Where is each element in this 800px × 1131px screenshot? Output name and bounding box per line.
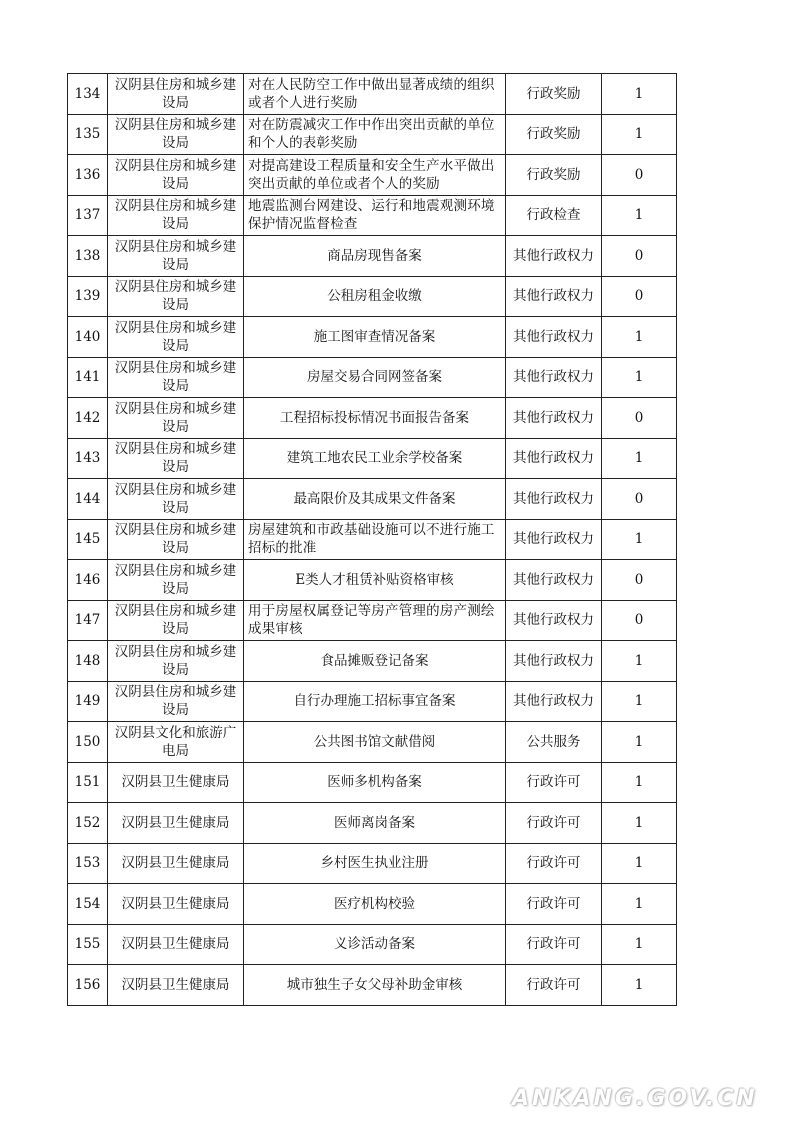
power-type-cell: 其他行政权力 (506, 560, 602, 601)
power-type-cell: 行政许可 (506, 843, 602, 884)
item-name-cell: 食品摊贩登记备案 (244, 641, 506, 682)
count-cell: 1 (602, 681, 677, 722)
item-name-cell: 用于房屋权属登记等房产管理的房产测绘成果审核 (244, 600, 506, 641)
item-name-cell: 房屋交易合同网签备案 (244, 357, 506, 398)
row-number-cell: 134 (68, 74, 108, 115)
item-name-cell: 房屋建筑和市政基础设施可以不进行施工招标的批准 (244, 519, 506, 560)
item-name-cell: 工程招标投标情况书面报告备案 (244, 398, 506, 439)
power-type-cell: 行政奖励 (506, 155, 602, 196)
table-row (68, 681, 677, 722)
power-type-cell: 其他行政权力 (506, 276, 602, 317)
row-number-cell: 148 (68, 641, 108, 682)
table-row (68, 924, 677, 965)
count-cell: 1 (602, 722, 677, 763)
department-cell: 汉阴县文化和旅游广电局 (108, 722, 244, 763)
power-type-cell: 其他行政权力 (506, 438, 602, 479)
item-name-cell: 医师多机构备案 (244, 762, 506, 803)
count-cell: 1 (602, 519, 677, 560)
table-row (68, 114, 677, 155)
item-name-cell: 施工图审查情况备案 (244, 317, 506, 358)
table-row (68, 155, 677, 196)
count-cell: 1 (602, 762, 677, 803)
row-number-cell: 135 (68, 114, 108, 155)
table-row (68, 884, 677, 925)
count-cell: 0 (602, 600, 677, 641)
power-type-cell: 行政许可 (506, 965, 602, 1006)
table-row (68, 276, 677, 317)
site-watermark: ANKANG.GOV.CN (512, 1086, 758, 1111)
count-cell: 0 (602, 276, 677, 317)
row-number-cell: 150 (68, 722, 108, 763)
power-type-cell: 行政奖励 (506, 114, 602, 155)
table-row (68, 600, 677, 641)
department-cell: 汉阴县住房和城乡建设局 (108, 317, 244, 358)
department-cell: 汉阴县住房和城乡建设局 (108, 398, 244, 439)
power-type-cell: 公共服务 (506, 722, 602, 763)
power-type-cell: 行政奖励 (506, 74, 602, 115)
count-cell: 1 (602, 843, 677, 884)
power-type-cell: 行政许可 (506, 803, 602, 844)
row-number-cell: 152 (68, 803, 108, 844)
row-number-cell: 153 (68, 843, 108, 884)
row-number-cell: 141 (68, 357, 108, 398)
power-type-cell: 其他行政权力 (506, 398, 602, 439)
table-row (68, 803, 677, 844)
item-name-cell: 城市独生子女父母补助金审核 (244, 965, 506, 1006)
item-name-cell: 最高限价及其成果文件备案 (244, 479, 506, 520)
power-type-cell: 其他行政权力 (506, 236, 602, 277)
count-cell: 0 (602, 236, 677, 277)
count-cell: 1 (602, 114, 677, 155)
table-row (68, 965, 677, 1006)
row-number-cell: 142 (68, 398, 108, 439)
item-name-cell: 自行办理施工招标事宜备案 (244, 681, 506, 722)
table-row (68, 357, 677, 398)
row-number-cell: 136 (68, 155, 108, 196)
item-name-cell: 对在防震减灾工作中作出突出贡献的单位和个人的表彰奖励 (244, 114, 506, 155)
row-number-cell: 149 (68, 681, 108, 722)
row-number-cell: 143 (68, 438, 108, 479)
table-row (68, 317, 677, 358)
item-name-cell: 医疗机构校验 (244, 884, 506, 925)
department-cell: 汉阴县住房和城乡建设局 (108, 357, 244, 398)
table-row (68, 722, 677, 763)
power-type-cell: 行政许可 (506, 762, 602, 803)
department-cell: 汉阴县卫生健康局 (108, 803, 244, 844)
table-row (68, 519, 677, 560)
count-cell: 1 (602, 438, 677, 479)
row-number-cell: 139 (68, 276, 108, 317)
department-cell: 汉阴县住房和城乡建设局 (108, 600, 244, 641)
item-name-cell: 公租房租金收缴 (244, 276, 506, 317)
item-name-cell: 地震监测台网建设、运行和地震观测环境保护情况监督检查 (244, 195, 506, 236)
table-row (68, 195, 677, 236)
department-cell: 汉阴县卫生健康局 (108, 762, 244, 803)
row-number-cell: 151 (68, 762, 108, 803)
department-cell: 汉阴县卫生健康局 (108, 924, 244, 965)
power-type-cell: 其他行政权力 (506, 519, 602, 560)
count-cell: 1 (602, 195, 677, 236)
table-row (68, 479, 677, 520)
department-cell: 汉阴县卫生健康局 (108, 965, 244, 1006)
table-row (68, 843, 677, 884)
table-row (68, 641, 677, 682)
count-cell: 1 (602, 317, 677, 358)
table-row (68, 438, 677, 479)
item-name-cell: 对提高建设工程质量和安全生产水平做出突出贡献的单位或者个人的奖励 (244, 155, 506, 196)
power-type-cell: 其他行政权力 (506, 357, 602, 398)
department-cell: 汉阴县住房和城乡建设局 (108, 276, 244, 317)
row-number-cell: 140 (68, 317, 108, 358)
power-type-cell: 其他行政权力 (506, 681, 602, 722)
row-number-cell: 137 (68, 195, 108, 236)
power-type-cell: 其他行政权力 (506, 600, 602, 641)
count-cell: 1 (602, 803, 677, 844)
table-row (68, 74, 677, 115)
count-cell: 1 (602, 641, 677, 682)
count-cell: 0 (602, 560, 677, 601)
row-number-cell: 138 (68, 236, 108, 277)
power-type-cell: 其他行政权力 (506, 317, 602, 358)
table-row (68, 398, 677, 439)
count-cell: 1 (602, 924, 677, 965)
power-type-cell: 行政检查 (506, 195, 602, 236)
item-name-cell: 义诊活动备案 (244, 924, 506, 965)
department-cell: 汉阴县住房和城乡建设局 (108, 681, 244, 722)
count-cell: 1 (602, 357, 677, 398)
item-name-cell: 建筑工地农民工业余学校备案 (244, 438, 506, 479)
department-cell: 汉阴县卫生健康局 (108, 884, 244, 925)
department-cell: 汉阴县卫生健康局 (108, 843, 244, 884)
table-row (68, 762, 677, 803)
power-type-cell: 其他行政权力 (506, 641, 602, 682)
row-number-cell: 155 (68, 924, 108, 965)
item-name-cell: 商品房现售备案 (244, 236, 506, 277)
power-type-cell: 行政许可 (506, 924, 602, 965)
department-cell: 汉阴县住房和城乡建设局 (108, 195, 244, 236)
department-cell: 汉阴县住房和城乡建设局 (108, 74, 244, 115)
item-name-cell: 公共图书馆文献借阅 (244, 722, 506, 763)
department-cell: 汉阴县住房和城乡建设局 (108, 560, 244, 601)
department-cell: 汉阴县住房和城乡建设局 (108, 641, 244, 682)
department-cell: 汉阴县住房和城乡建设局 (108, 114, 244, 155)
item-name-cell: E类人才租赁补贴资格审核 (244, 560, 506, 601)
row-number-cell: 156 (68, 965, 108, 1006)
count-cell: 0 (602, 398, 677, 439)
department-cell: 汉阴县住房和城乡建设局 (108, 155, 244, 196)
count-cell: 1 (602, 74, 677, 115)
row-number-cell: 145 (68, 519, 108, 560)
power-type-cell: 其他行政权力 (506, 479, 602, 520)
department-cell: 汉阴县住房和城乡建设局 (108, 519, 244, 560)
item-name-cell: 乡村医生执业注册 (244, 843, 506, 884)
row-number-cell: 154 (68, 884, 108, 925)
table-row (68, 560, 677, 601)
item-name-cell: 对在人民防空工作中做出显著成绩的组织或者个人进行奖励 (244, 74, 506, 115)
items-table-body (68, 74, 677, 1006)
item-name-cell: 医师离岗备案 (244, 803, 506, 844)
department-cell: 汉阴县住房和城乡建设局 (108, 438, 244, 479)
row-number-cell: 147 (68, 600, 108, 641)
department-cell: 汉阴县住房和城乡建设局 (108, 479, 244, 520)
count-cell: 1 (602, 884, 677, 925)
count-cell: 0 (602, 479, 677, 520)
row-number-cell: 146 (68, 560, 108, 601)
items-table (67, 73, 677, 1006)
row-number-cell: 144 (68, 479, 108, 520)
department-cell: 汉阴县住房和城乡建设局 (108, 236, 244, 277)
count-cell: 0 (602, 155, 677, 196)
table-row (68, 236, 677, 277)
count-cell: 1 (602, 965, 677, 1006)
power-type-cell: 行政许可 (506, 884, 602, 925)
